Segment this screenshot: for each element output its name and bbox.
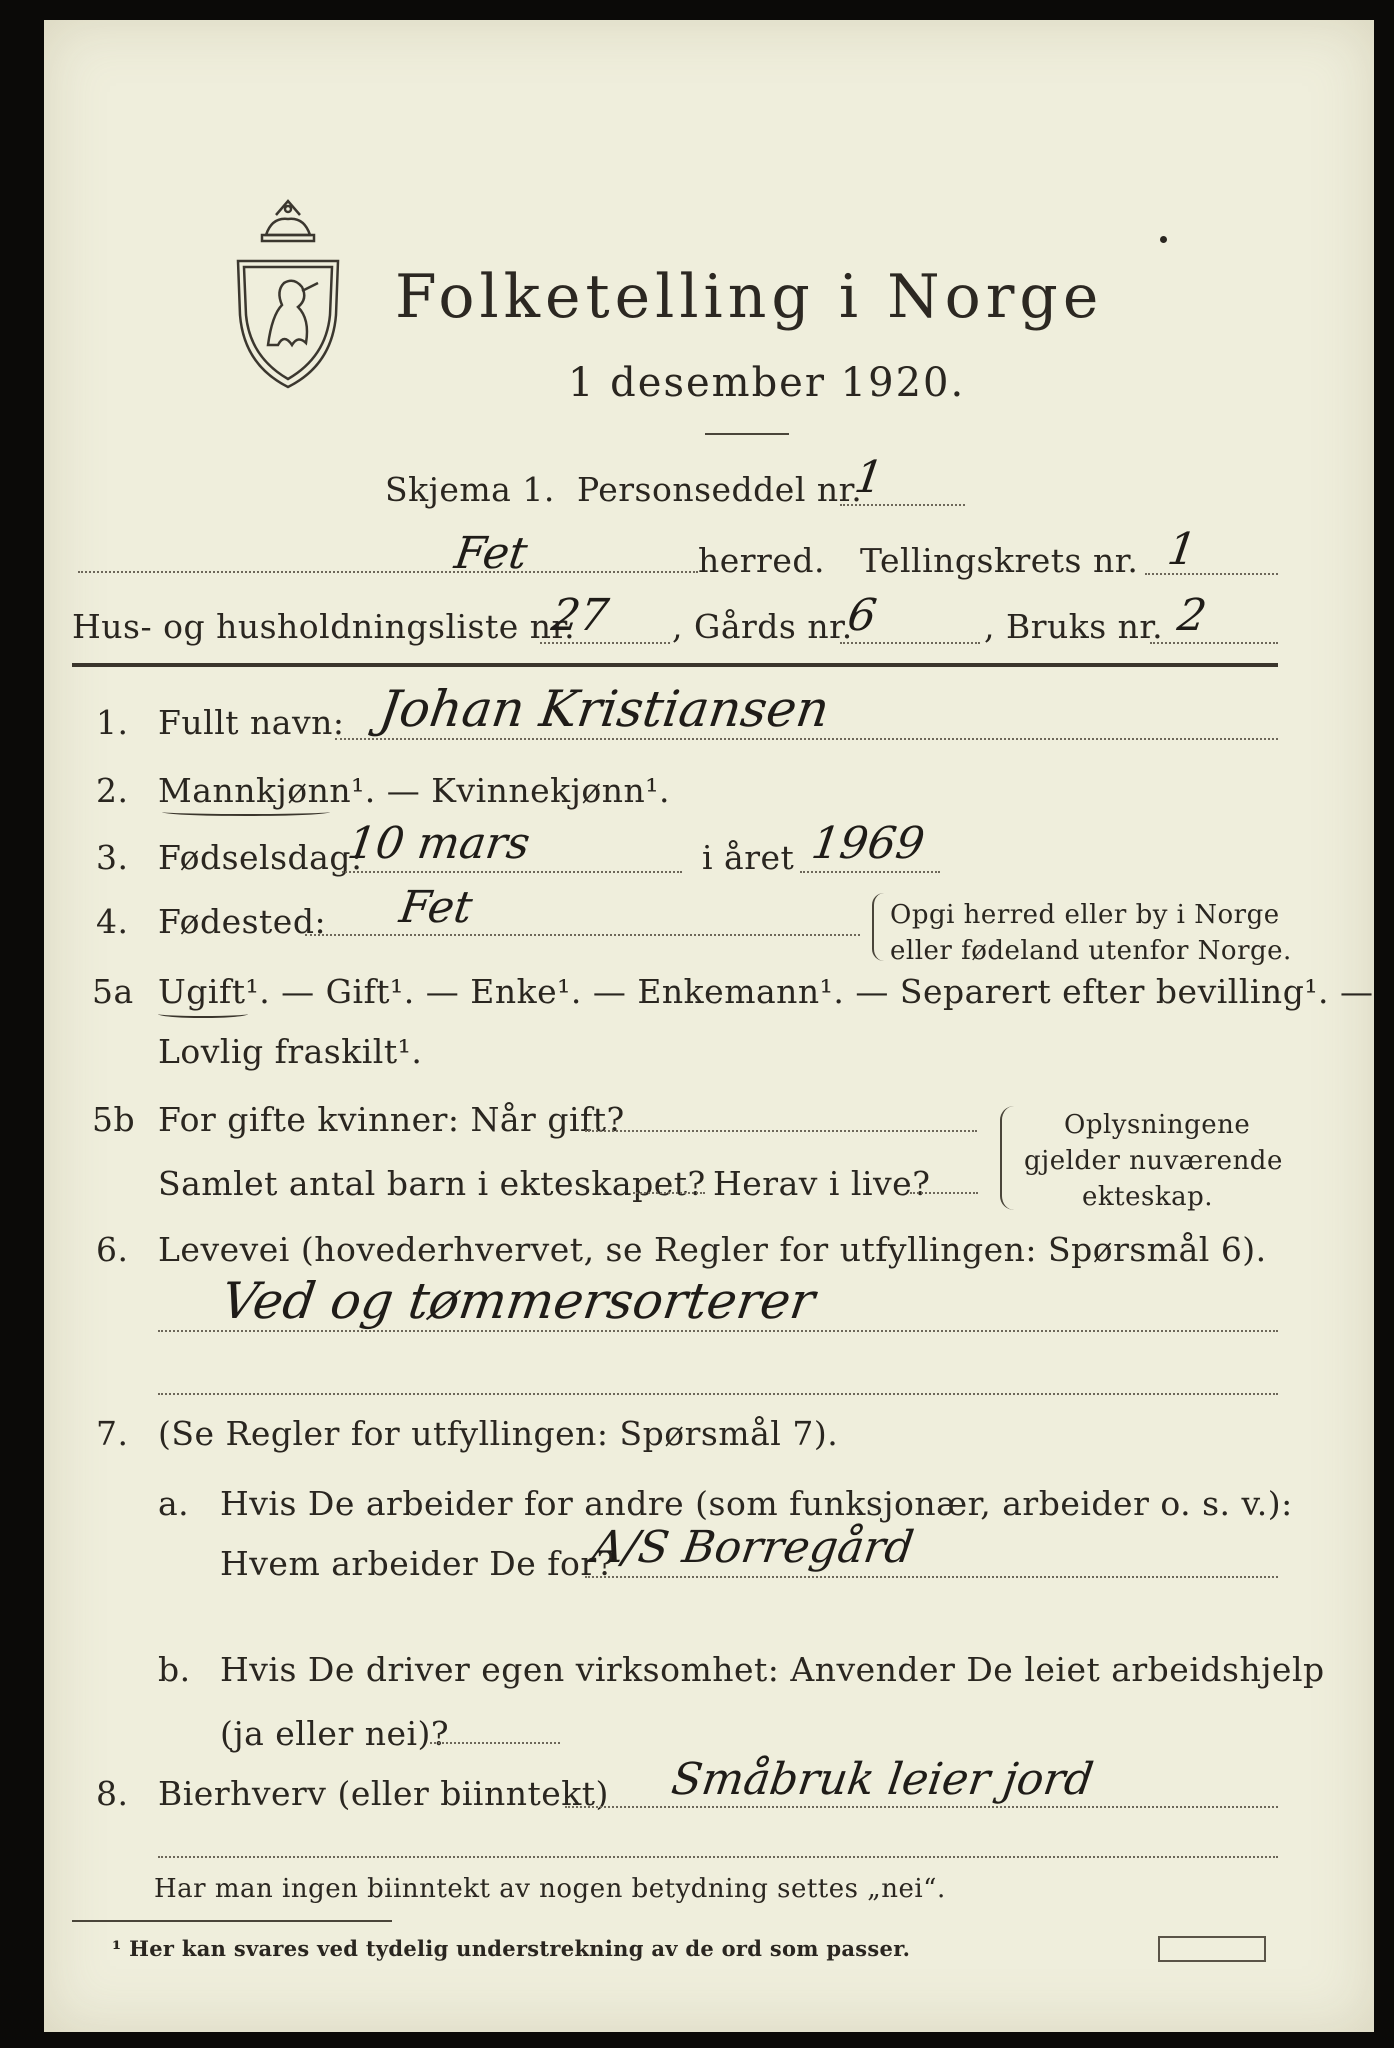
q2-label: Mannkjønn¹. — Kvinnekjønn¹.	[158, 771, 670, 810]
q7b-field-line	[430, 1742, 560, 1744]
bruks-field-line	[1150, 642, 1278, 644]
hus-value: 27	[548, 590, 612, 641]
census-date: 1 desember 1920.	[568, 360, 966, 406]
q7-label: (Se Regler for utfyllingen: Spørsmål 7).	[158, 1414, 839, 1453]
hus-label: Hus- og husholdningsliste nr.	[72, 607, 576, 646]
q8-field-line	[565, 1806, 1278, 1808]
q4-field-line	[305, 934, 860, 936]
q8-number: 8.	[96, 1774, 129, 1813]
bruks-value: 2	[1174, 590, 1210, 641]
q5b-note-line-2: gjelder nuværende	[1024, 1146, 1283, 1176]
tellingskrets-field-line	[1145, 573, 1278, 575]
q1-field-line	[335, 738, 1278, 740]
q7a-label-line-2: Hvem arbeider De for?	[220, 1544, 615, 1583]
herred-field-line	[78, 571, 698, 573]
gards-label: , Gårds nr.	[672, 607, 853, 646]
q4-note-line-2: eller fødeland utenfor Norge.	[890, 936, 1292, 966]
q8-side-income-value: Småbruk leier jord	[668, 1754, 1097, 1805]
q2-mannkjonn-underline	[162, 808, 330, 816]
q2-number: 2.	[96, 771, 129, 810]
herred-label: herred.	[698, 541, 825, 580]
tellingskrets-value: 1	[1164, 524, 1200, 575]
q6-occupation-value: Ved og tømmersorterer	[217, 1272, 819, 1330]
tellingskrets-label: Tellingskrets nr.	[860, 541, 1139, 580]
q7b-label: Hvis De driver egen virksomhet: Anvender De leiet arbeidshjelp	[220, 1650, 1325, 1689]
q7b-number: b.	[158, 1650, 191, 1689]
no-income-note: Har man ingen biinntekt av nogen betydning settes „nei“.	[154, 1874, 946, 1904]
q7a-employer-value: A/S Borregård	[588, 1522, 917, 1573]
q6-field-line-1	[158, 1330, 1278, 1332]
q1-number: 1.	[96, 703, 129, 742]
q3-year-field-line	[800, 871, 940, 873]
q6-label: Levevei (hovederhvervet, se Regler for utfyllingen: Spørsmål 6).	[158, 1230, 1267, 1269]
personseddel-label: Personseddel nr.	[577, 470, 863, 509]
q3-field-line	[342, 871, 682, 873]
q3-number: 3.	[96, 838, 129, 877]
q7-number: 7.	[96, 1414, 129, 1453]
q5a-ugift-underline	[158, 1010, 248, 1018]
q5a-label-line-2: Lovlig fraskilt¹.	[158, 1032, 423, 1071]
q1-full-name-value: Johan Kristiansen	[375, 680, 833, 738]
q4-brace	[872, 893, 884, 961]
q5b-number: 5b	[92, 1100, 136, 1139]
personseddel-value: 1	[851, 452, 887, 503]
q3-year-value: 1969	[808, 818, 928, 869]
q7a-number: a.	[158, 1484, 190, 1523]
q5b-label: For gifte kvinner: Når gift?	[158, 1100, 625, 1139]
q7a-label: Hvis De arbeider for andre (som funksjonær, arbeider o. s. v.):	[220, 1484, 1293, 1523]
schema-label: Skjema 1.	[385, 470, 555, 509]
footnote: ¹ Her kan svares ved tydelig understrekning av de ord som passer.	[112, 1936, 911, 1961]
printer-stamp	[1158, 1936, 1266, 1962]
bruks-label: , Bruks nr.	[984, 607, 1164, 646]
personseddel-field-line	[840, 504, 965, 506]
q5a-label: Ugift¹. — Gift¹. — Enke¹. — Enkemann¹. — Separert efter bevilling¹. —	[158, 972, 1374, 1011]
q8-label: Bierhverv (eller biinntekt)	[158, 1774, 609, 1813]
paper-speck	[1160, 236, 1167, 243]
q5b-children-field-line	[633, 1192, 705, 1194]
q5b-alive-field-line	[910, 1192, 978, 1194]
q6-field-line-2	[158, 1393, 1278, 1395]
q7b-label-line-2: (ja eller nei)?	[220, 1714, 450, 1753]
q5b-note-line-1: Oplysningene	[1064, 1110, 1251, 1140]
q5b-label-line-2: Samlet antal barn i ekteskapet?	[158, 1164, 706, 1203]
q5b-married-field-line	[585, 1130, 977, 1132]
q3-year-label: i året	[702, 838, 795, 877]
q7a-field-line	[585, 1576, 1278, 1578]
footnote-rule	[72, 1920, 392, 1922]
title-divider	[705, 433, 789, 435]
q3-label: Fødselsdag:	[158, 838, 363, 877]
q4-birthplace-value: Fet	[396, 882, 476, 933]
gards-field-line	[840, 642, 980, 644]
q3-birthday-value: 10 mars	[344, 818, 534, 869]
gards-value: 6	[844, 590, 880, 641]
q5b-note-line-3: ekteskap.	[1082, 1182, 1213, 1212]
q5b-label-line-3: Herav i live?	[713, 1164, 931, 1203]
q8-field-line-2	[158, 1856, 1278, 1858]
q4-label: Fødested:	[158, 902, 327, 941]
hus-field-line	[540, 642, 670, 644]
q1-label: Fullt navn:	[158, 703, 345, 742]
header-rule	[72, 663, 1278, 667]
q5b-brace	[1000, 1106, 1014, 1210]
q4-note-line-1: Opgi herred eller by i Norge	[890, 900, 1280, 930]
q6-number: 6.	[96, 1230, 129, 1269]
form-title: Folketelling i Norge	[395, 262, 1104, 332]
q4-number: 4.	[96, 902, 129, 941]
norwegian-coat-of-arms-icon	[232, 195, 344, 395]
q5a-number: 5a	[92, 972, 134, 1011]
herred-value: Fet	[451, 528, 531, 579]
